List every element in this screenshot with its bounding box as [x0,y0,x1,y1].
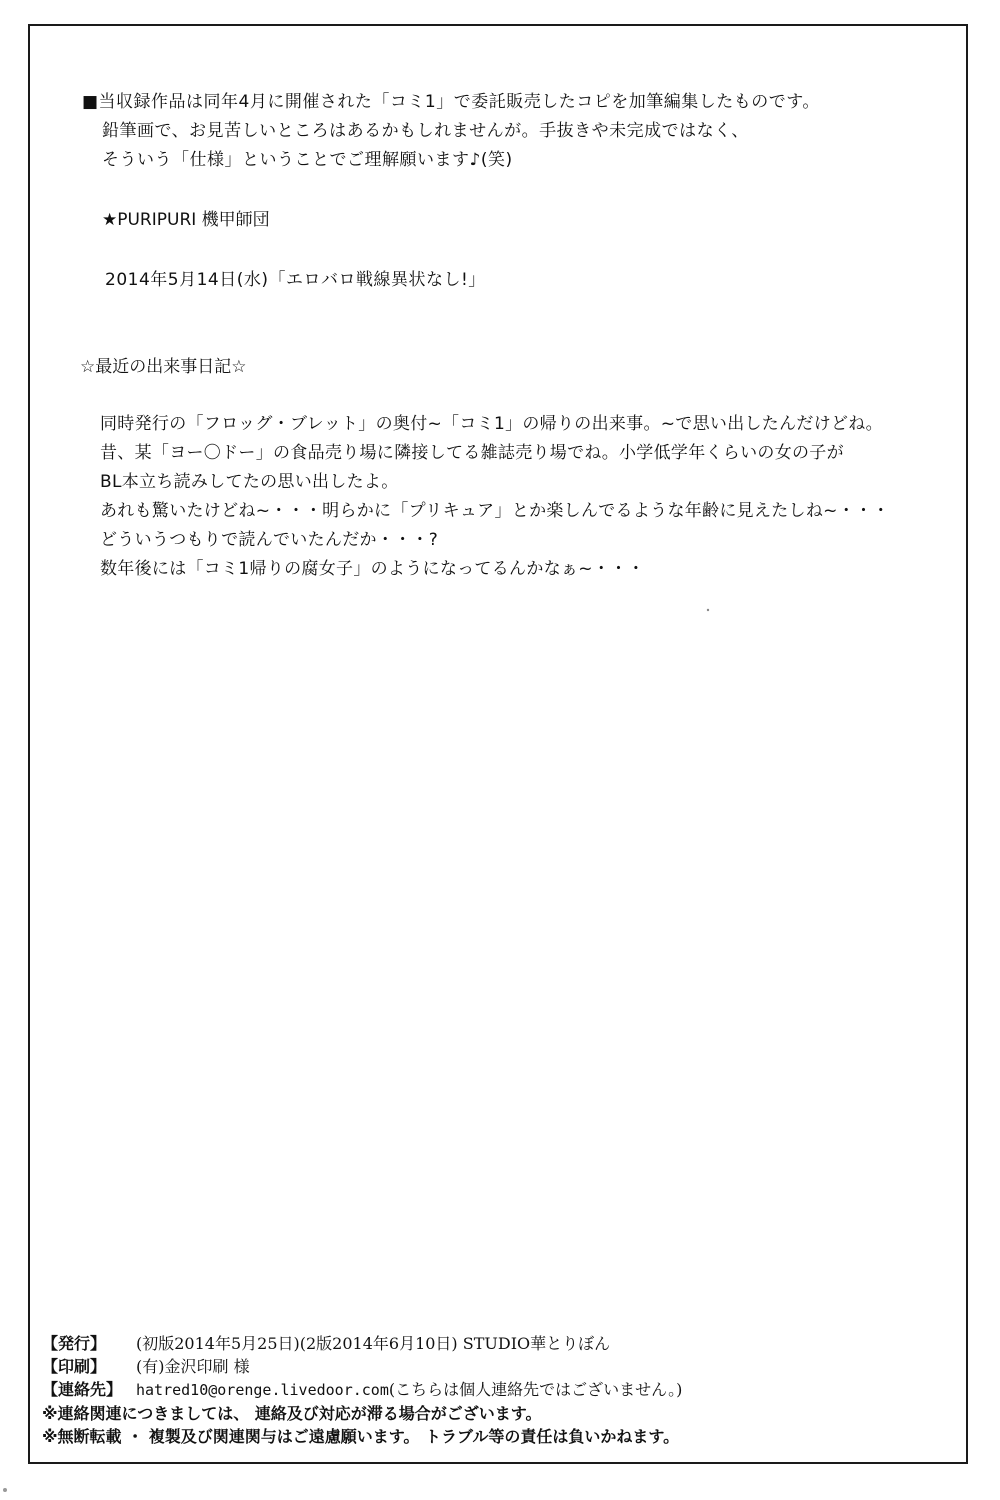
scan-speck [3,1488,7,1492]
diary-line-3: BL本立ち読みしてたの思い出したよ。 [100,472,399,492]
afterword-date: 2014年5月14日(水)「エロバロ戦線異状なし!」 [105,270,486,290]
circle-signature: ★PURIPURI 機甲師団 [102,210,270,230]
diary-line-2: 昔、某「ヨー〇ドー」の食品売り場に隣接してる雑誌売り場でね。小学低学年くらいの女の子が [100,443,844,463]
diary-line-6: 数年後には「コミ1帰りの腐女子」のようになってるんかなぁ~・・・ [100,559,645,579]
afterword-line-2: 鉛筆画で、お見苦しいところはあるかもしれませんが。手抜きや未完成ではなく、 [102,121,749,141]
afterword-line-1: ■当収録作品は同年4月に開催された「コミ1」で委託販売したコピを加筆編集したものです。 [82,92,820,112]
contact-email: hatred10@orenge.livedoor.com [136,1381,389,1399]
diary-line-1: 同時発行の「フロッグ・ブレット」の奥付~「コミ1」の帰りの出来事。~で思い出したんだけどね。 [100,414,883,434]
afterword-line-3: そういう「仕様」ということでご理解願います♪(笑) [102,150,513,170]
publish-label: 【発行】 [42,1334,107,1353]
publish-value: (初版2014年5月25日)(2版2014年6月10日) STUDIO華とりぼん [136,1334,611,1353]
print-value: (有)金沢印刷 様 [136,1357,250,1376]
diary-line-4: あれも驚いたけどね~・・・明らかに「プリキュア」とか楽しんでるような年齢に見えたしね~・・・ [100,501,890,521]
contact-label: 【連絡先】 [42,1380,123,1399]
diary-heading: ☆最近の出来事日記☆ [80,357,247,377]
colophon-note-1: ※連絡関連につきましては、 連絡及び対応が滞る場合がございます。 [42,1404,542,1423]
print-label: 【印刷】 [42,1357,107,1376]
scan-speck [707,609,709,611]
colophon-note-2: ※無断転載 ・ 複製及び関連関与はご遠慮願います。 トラブル等の責任は負いかねます。 [42,1427,680,1446]
diary-line-5: どういうつもりで読んでいたんだか・・・? [100,530,439,550]
contact-note: (こちらは個人連絡先ではございません。) [388,1380,683,1399]
